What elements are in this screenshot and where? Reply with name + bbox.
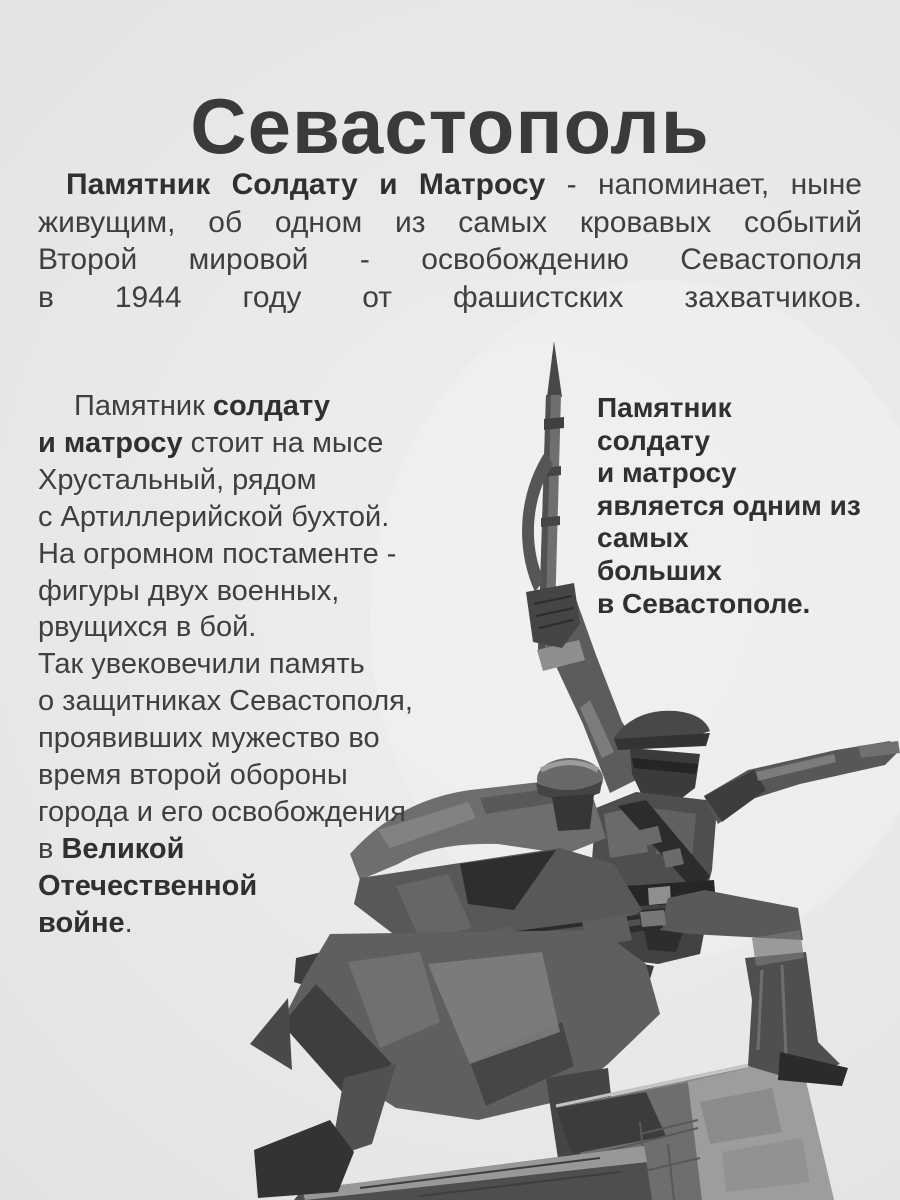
text-segment: На огромном постаменте -: [38, 537, 397, 570]
text-line: [38, 609, 498, 646]
text-line: [38, 279, 862, 317]
text-segment: время второй обороны: [38, 759, 348, 792]
text-segment: с Артиллерийской бухтой.: [38, 500, 390, 533]
bold-text-segment: солдату: [597, 424, 711, 456]
text-line: [597, 555, 887, 588]
text-line: [38, 868, 498, 905]
bold-text-segment: Великой: [61, 832, 185, 865]
bold-text-segment: больших: [597, 554, 722, 586]
text-segment: стоит на мысе: [182, 426, 384, 459]
bold-text-segment: войне: [38, 906, 125, 939]
text-segment: Хрустальный, рядом: [38, 463, 317, 496]
text-line: [38, 536, 498, 573]
text-line: [38, 905, 498, 942]
bold-text-segment: Отечественной: [38, 869, 258, 902]
text-line: [597, 490, 887, 523]
text-line: [38, 388, 498, 425]
text-segment: фигуры двух военных,: [38, 574, 340, 607]
bold-text-segment: и матросу: [38, 426, 183, 459]
left-column: [38, 388, 498, 942]
bold-text-segment: Памятник Солдату и Матросу: [66, 168, 546, 201]
text-segment: о защитниках Севастополя,: [38, 685, 413, 718]
text-line: [38, 425, 498, 462]
text-line: [597, 588, 887, 621]
right-column: [597, 392, 887, 620]
text-line: [38, 646, 498, 683]
text-segment: проявивших мужество во: [38, 722, 380, 755]
bold-text-segment: Памятник: [597, 392, 732, 423]
text-segment: в: [38, 832, 62, 865]
text-line: [38, 720, 498, 757]
text-line: [38, 573, 498, 610]
text-line: [38, 683, 498, 720]
text-line: [38, 462, 498, 499]
text-segment: Так увековечили память: [38, 648, 365, 681]
text-line: [38, 757, 498, 794]
text-segment: города и его освобождения: [38, 795, 406, 828]
intro-paragraph: [38, 166, 862, 316]
text-segment: в 1944 году от фашистских захватчиков.: [38, 280, 862, 314]
bold-text-segment: является одним из: [597, 489, 861, 521]
text-segment: рвущихся в бой.: [38, 611, 257, 644]
text-segment: .: [124, 906, 133, 939]
bold-text-segment: самых: [597, 522, 689, 554]
text-segment: живущим, об одном из самых кровавых событий: [38, 205, 862, 239]
text-line: [38, 204, 862, 242]
bold-text-segment: солдату: [212, 390, 330, 422]
sailor-front-leg: [745, 930, 848, 1086]
text-line: [38, 499, 498, 536]
text-line: [597, 425, 887, 458]
text-segment: Памятник: [74, 390, 213, 422]
text-line: [597, 457, 887, 490]
text-line: [597, 392, 887, 425]
text-segment: - напоминает, ныне: [545, 168, 862, 201]
text-line: [38, 794, 498, 831]
text-segment: Второй мировой - освобождению Севастополя: [38, 243, 862, 277]
bold-text-segment: и матросу: [597, 457, 737, 489]
text-line: [38, 166, 862, 204]
bold-text-segment: в Севастополе.: [597, 587, 811, 619]
page-title: Севастополь: [190, 82, 710, 171]
text-line: [38, 831, 498, 868]
text-line: [38, 241, 862, 279]
text-line: [597, 522, 887, 555]
